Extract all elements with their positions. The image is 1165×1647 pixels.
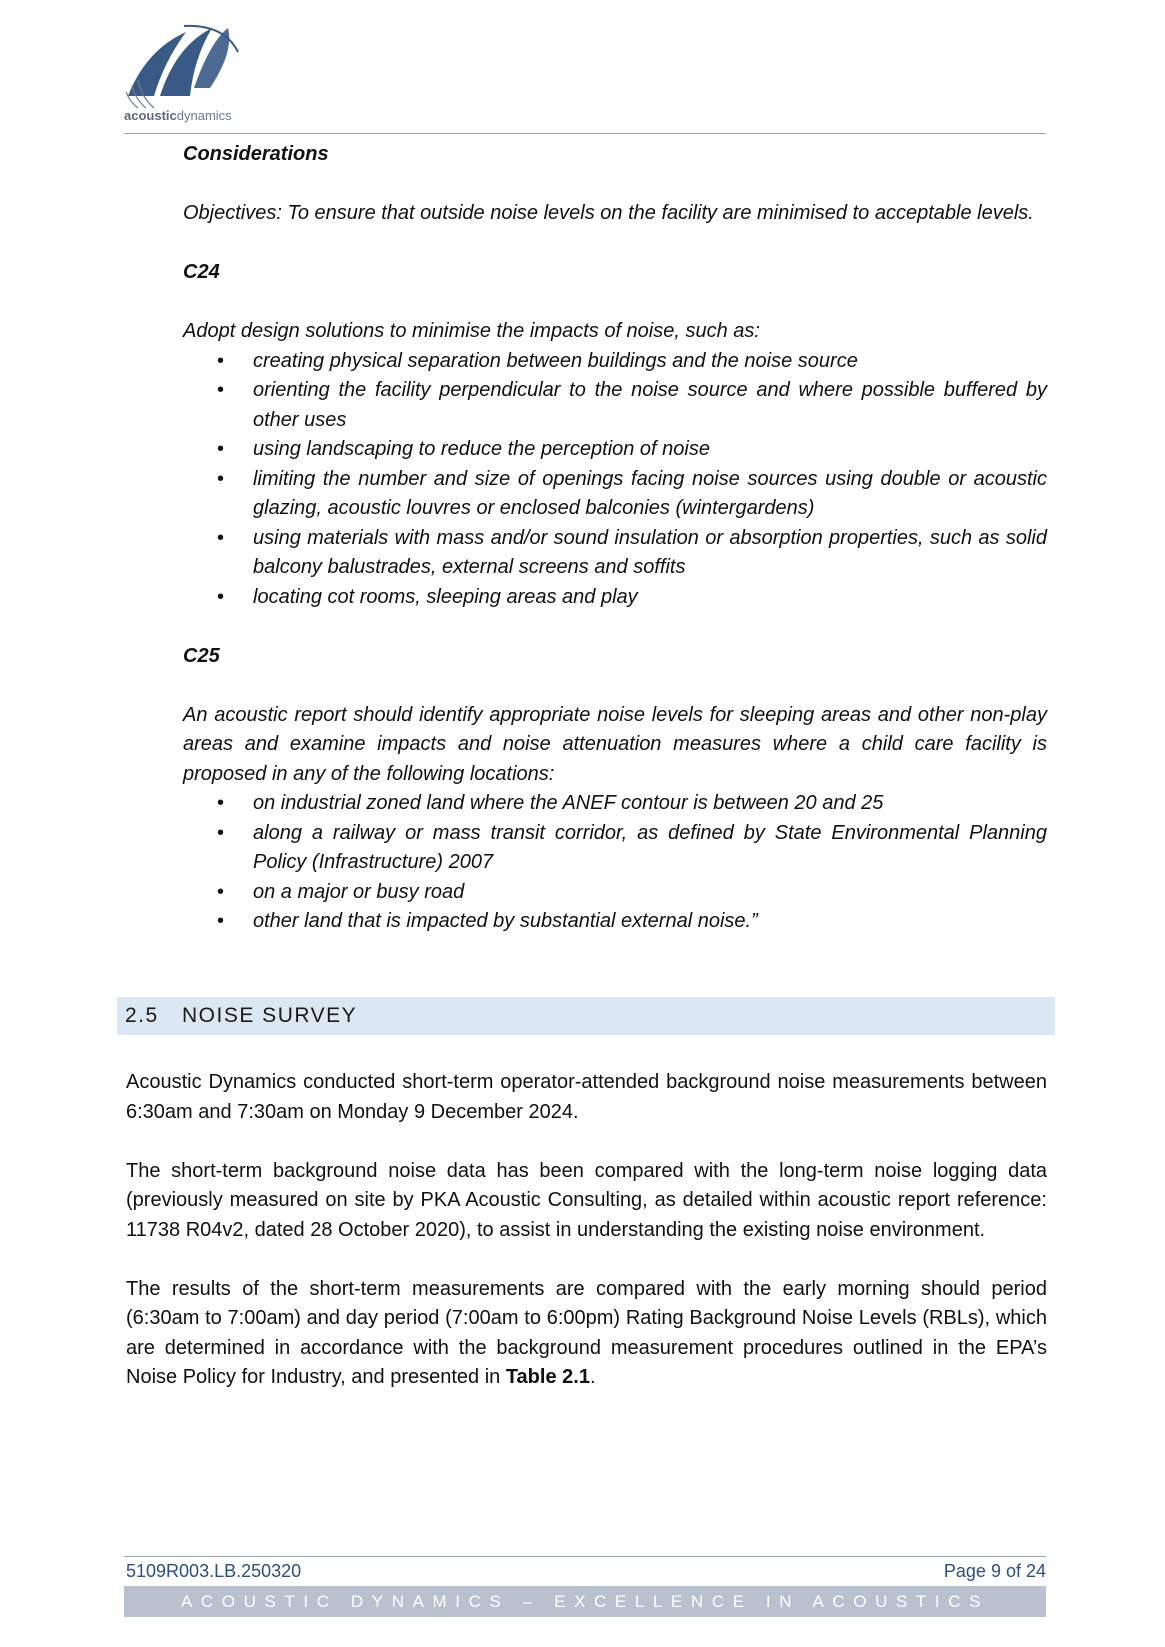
page-number: Page 9 of 24 [943, 1561, 1046, 1581]
paragraph: The short-term background noise data has been compared with the long-term noise logging data (previously measured on site by PKA Acoustic Consulting, as detailed within acoustic report reference: 11738 R04v2, dated 28 October 2020), to assist in understanding the existing noise environment. [126, 1159, 1047, 1241]
list-item: • using materials with mass and/or sound insulation or absorption properties, such as solid balcony balustrades, external screens and soffits [183, 524, 1047, 583]
logo-wordmark: acousticdynamics [124, 108, 232, 123]
c24-heading: C24 [183, 261, 220, 283]
paragraph: Acoustic Dynamics conducted short-term operator-attended background noise measurements between 6:30am and 7:30am on Monday 9 December 2024. [126, 1071, 1047, 1123]
table-reference: Table 2.1 [505, 1366, 590, 1388]
footer-tagline-bar [124, 1586, 1046, 1617]
header-divider [124, 133, 1046, 134]
list-item: • on a major or busy road [183, 878, 1047, 908]
c25-list [183, 789, 1047, 937]
document-reference: 5109R003.LB.250320 [126, 1561, 302, 1581]
c25-intro: An acoustic report should identify appropriate noise levels for sleeping areas and other non-play areas and examine impacts and noise attenuation measures where a child care facility is proposed in any of the following locations: [183, 703, 1047, 785]
section-number: 2.5 [125, 1004, 159, 1027]
list-item: • using landscaping to reduce the perception of noise [183, 435, 1047, 465]
objectives-text: Objectives: To ensure that outside noise levels on the facility are minimised to acceptable levels. [183, 202, 1034, 224]
list-item: • along a railway or mass transit corridor, as defined by State Environmental Planning Policy (Infrastructure) 2007 [183, 819, 1047, 878]
list-item: • other land that is impacted by substantial external noise.” [183, 907, 1047, 937]
section-title: NOISE SURVEY [182, 1004, 358, 1027]
list-item: • on industrial zoned land where the ANEF contour is between 20 and 25 [183, 789, 1047, 819]
paragraph: The results of the short-term measurements are compared with the early morning should period (6:30am to 7:00am) and day period (7:00am to 6:00pm) Rating Background Noise Levels (RBLs), which are determined in accordance with the background measurement procedures outlined in the EPA’s Noise Policy for Industry, and presented in Table 2.1. [126, 1277, 1047, 1388]
c24-list [183, 347, 1047, 613]
footer-tagline: ACOUSTIC DYNAMICS – EXCELLENCE IN ACOUSTICS [180, 1592, 990, 1611]
list-item: • limiting the number and size of openings facing noise sources using double or acoustic glazing, acoustic louvres or enclosed balconies (wintergardens) [183, 465, 1047, 524]
footer-divider [124, 1556, 1046, 1557]
noise-survey-body [126, 1068, 1047, 1393]
company-logo [124, 22, 248, 134]
c25-heading: C25 [183, 644, 220, 667]
section-heading-bar [117, 997, 1055, 1035]
sound-wave-logo-icon [124, 22, 248, 112]
considerations-heading: Considerations [183, 143, 329, 165]
list-item: • locating cot rooms, sleeping areas and play [183, 583, 1047, 613]
c24-intro: Adopt design solutions to minimise the impacts of noise, such as: [183, 320, 760, 342]
list-item: • creating physical separation between buildings and the noise source [183, 347, 1047, 377]
list-item: • orienting the facility perpendicular to the noise source and where possible buffered by other uses [183, 376, 1047, 435]
considerations-block [183, 140, 1047, 937]
